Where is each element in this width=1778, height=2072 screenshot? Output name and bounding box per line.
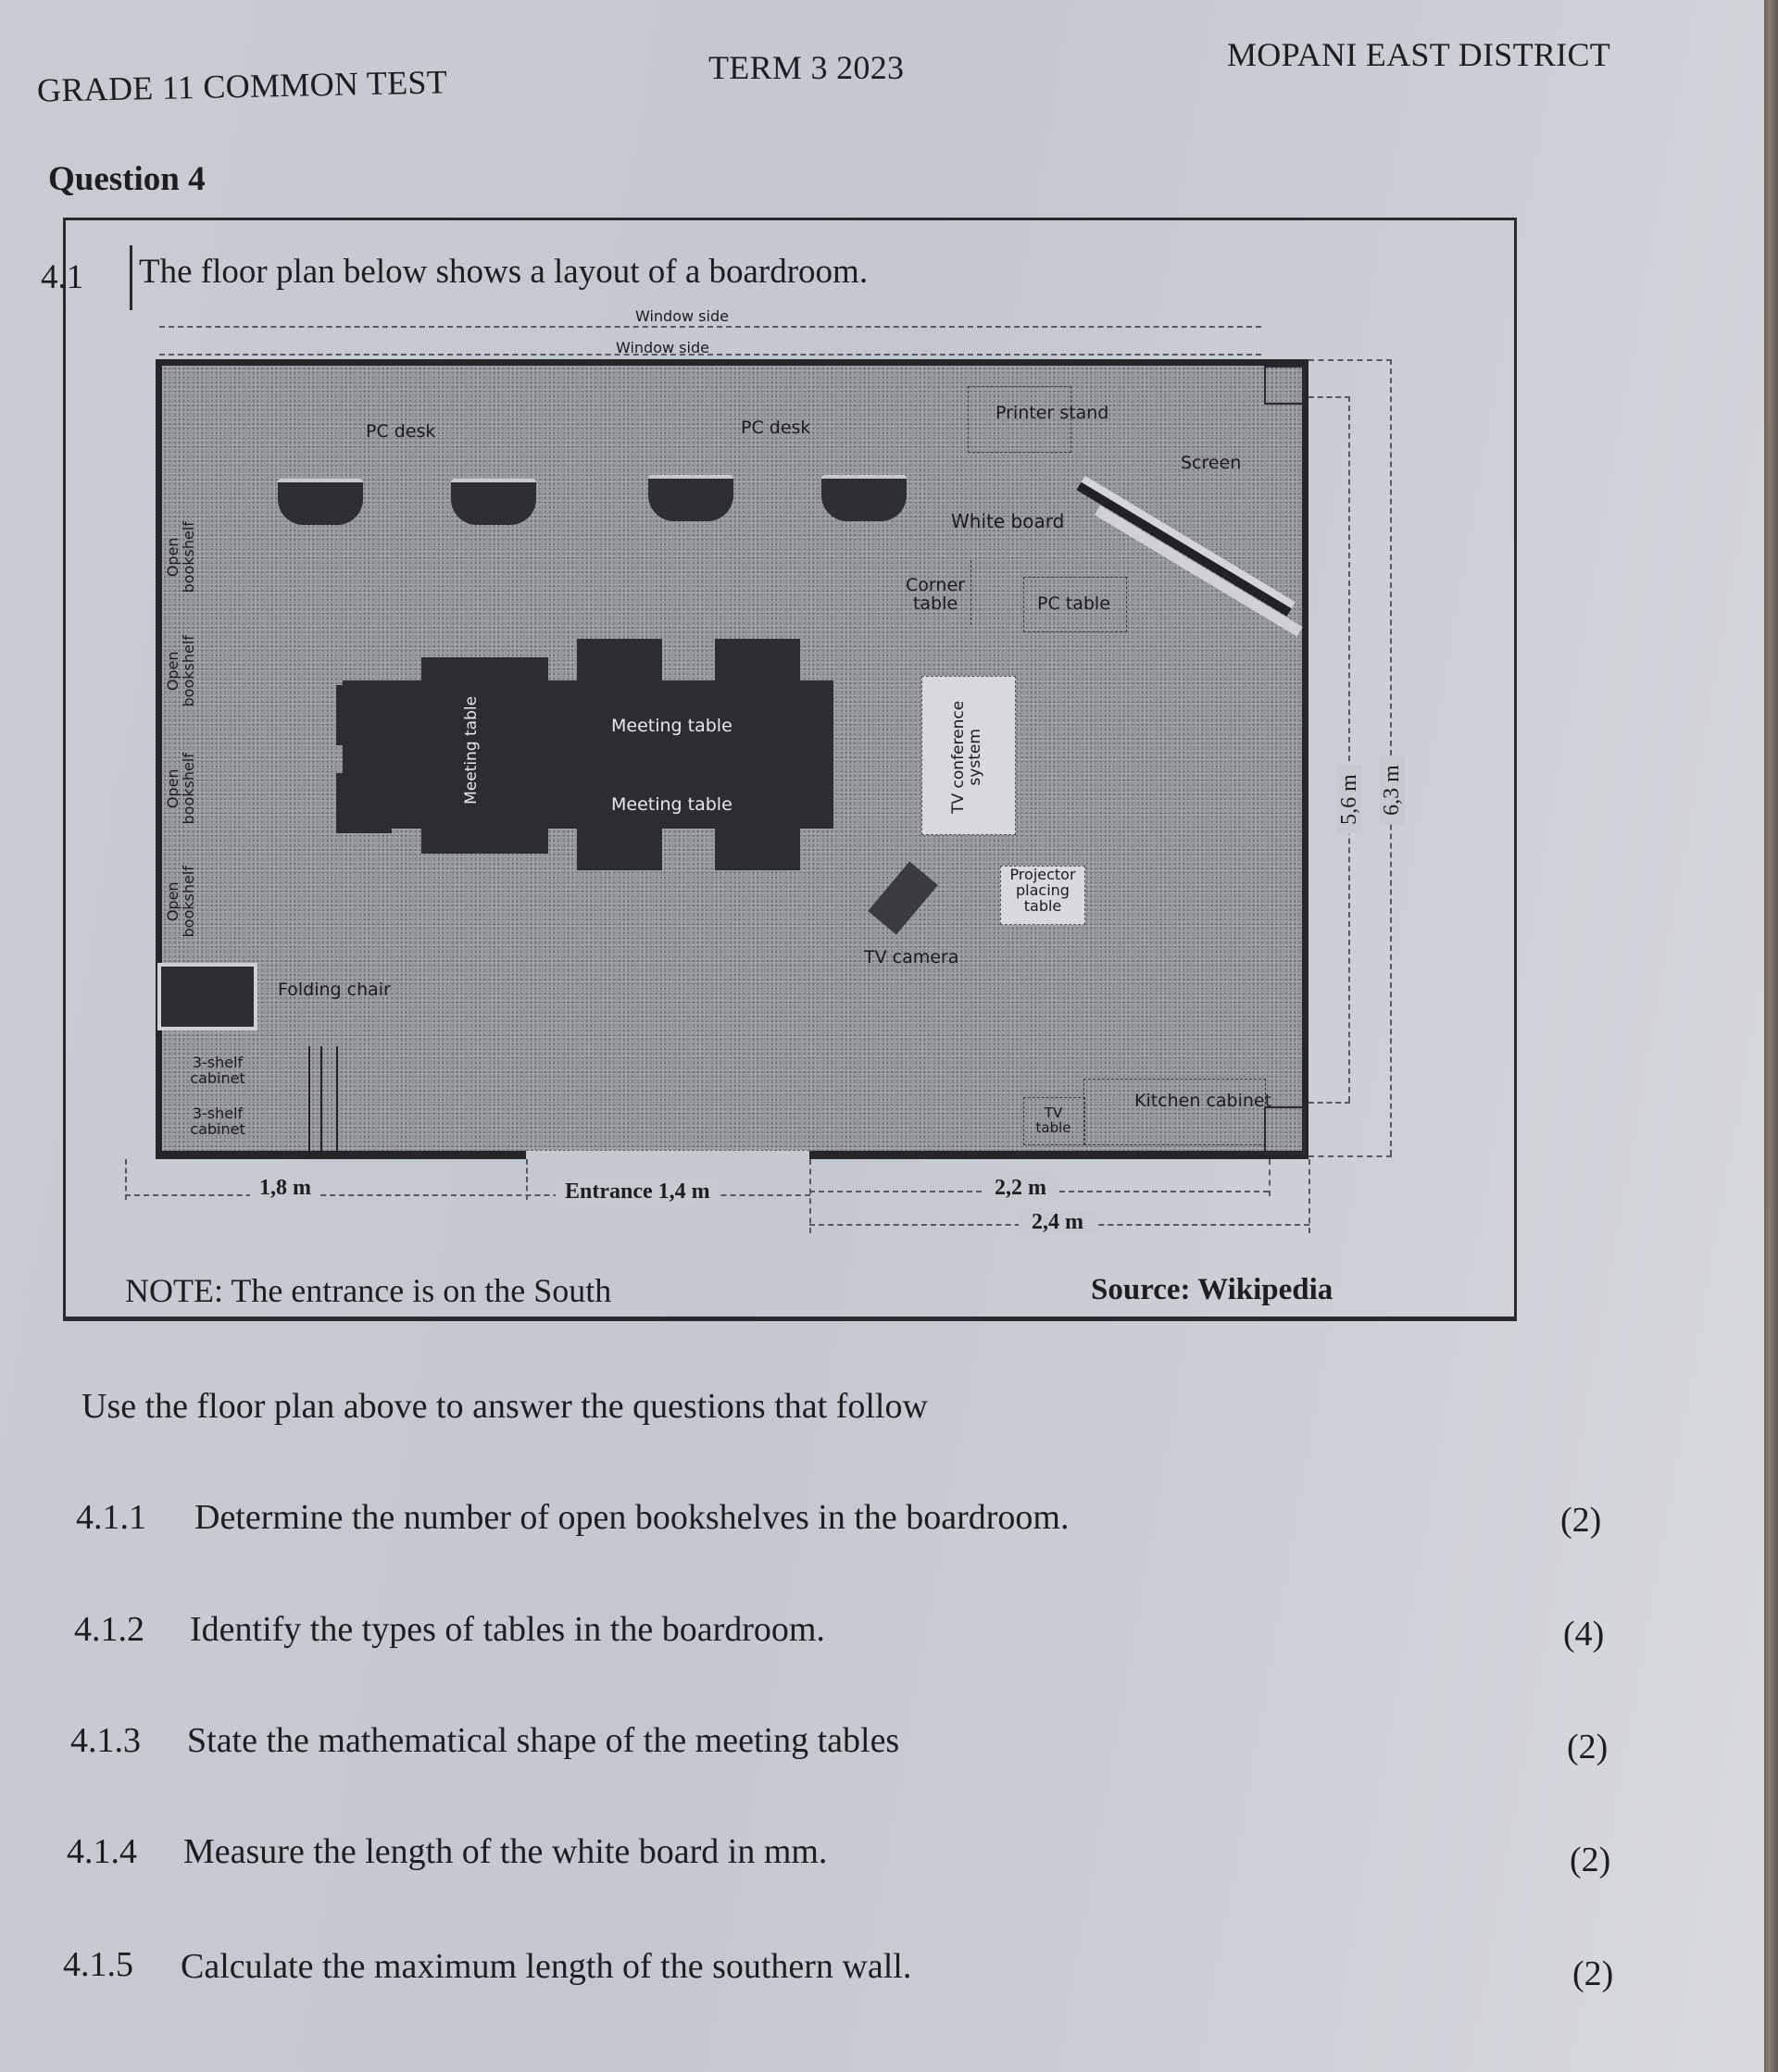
dim-tick (1308, 1102, 1350, 1104)
pc-desk-label-2: PC desk (741, 418, 811, 438)
printer-stand-label: Printer stand (995, 403, 1109, 423)
projector-table-label: Projector placing table (1009, 866, 1076, 915)
meeting-chair (715, 639, 800, 685)
floor-plan (156, 359, 1308, 1159)
header-test-name: GRADE 11 COMMON TEST (36, 63, 448, 109)
tv-camera-label: TV camera (864, 947, 959, 967)
meeting-table-label-2: Meeting table (611, 794, 732, 815)
shelf-cabinet-label-2: 3-shelf cabinet (190, 1105, 245, 1138)
dim-tick (1308, 396, 1350, 398)
question-marks: (2) (1570, 1841, 1611, 1879)
source-text: Source: Wikipedia (1091, 1273, 1334, 1306)
meeting-table-main (343, 680, 833, 829)
question-marks: (2) (1572, 1954, 1614, 1993)
meeting-table-label-3: Meeting table (462, 695, 482, 805)
question-marks: (2) (1567, 1728, 1609, 1766)
section-divider (130, 245, 132, 310)
meeting-table-label-1: Meeting table (611, 716, 732, 736)
window-side-inner-line (159, 354, 1261, 356)
folding-chair-label: Folding chair (278, 980, 391, 1000)
dim-tick (1308, 359, 1392, 361)
meeting-chair (577, 639, 662, 685)
dim-south-right-outer: 2,4 m (1019, 1210, 1096, 1235)
pc-desk-label-1: PC desk (366, 421, 436, 442)
whiteboard-label: White board (951, 510, 1065, 532)
note-text: NOTE: The entrance is on the South (125, 1272, 612, 1309)
window-side-inner-label: Window side (616, 339, 709, 356)
question-marks: (2) (1560, 1501, 1602, 1540)
kitchen-cabinet-label: Kitchen cabinet (1134, 1091, 1272, 1111)
folding-chair-icon (157, 963, 257, 1030)
dim-east-inner: 5,6 m (1337, 765, 1362, 834)
page-edge (1764, 0, 1778, 2072)
question-number: 4.1.1 (76, 1498, 146, 1537)
question-marks: (4) (1563, 1615, 1605, 1654)
bookshelf-label-2: Open bookshelf (164, 635, 197, 707)
question-number: 4.1.5 (63, 1945, 133, 1984)
bookshelf-label-3: Open bookshelf (164, 753, 197, 825)
bookshelf-label-1: Open bookshelf (164, 521, 197, 593)
meeting-chair (336, 685, 392, 745)
screen-label: Screen (1181, 453, 1242, 473)
header-district: MOPANI EAST DISTRICT (1227, 36, 1611, 73)
meeting-table-end (421, 657, 548, 854)
dim-east-outer: 6,3 m (1380, 755, 1405, 825)
tv-camera-icon (868, 861, 938, 934)
dim-tick (809, 1159, 811, 1233)
kitchen-cabinet-box (1083, 1079, 1266, 1145)
question-number: 4.1.3 (70, 1721, 141, 1760)
shelf-cabinet-label-1: 3-shelf cabinet (190, 1054, 245, 1087)
door-swing-line (320, 1046, 322, 1157)
question-number: 4.1.2 (74, 1610, 144, 1649)
header-term: TERM 3 2023 (708, 49, 905, 86)
dim-tick (1308, 1159, 1310, 1233)
tv-conference-label: TV conference system (949, 700, 984, 814)
window-side-outer-label: Window side (635, 307, 729, 325)
corner-table-edge (968, 560, 971, 625)
pc-desk-icon (821, 475, 907, 521)
question-text: State the mathematical shape of the meeting tables (187, 1721, 900, 1760)
dim-entrance: Entrance 1,4 m (556, 1180, 720, 1205)
pc-table-label: PC table (1037, 593, 1110, 614)
door-swing-lines (308, 1046, 338, 1157)
dim-south-right-inner: 2,2 m (982, 1176, 1059, 1201)
question-text: Identify the types of tables in the boardroom. (190, 1610, 825, 1649)
section-intro: The floor plan below shows a layout of a boardroom. (139, 253, 869, 291)
question-text: Calculate the maximum length of the southern wall. (181, 1947, 912, 1986)
dim-tick (1269, 1159, 1271, 1196)
corner-column (1264, 366, 1305, 405)
meeting-chair (715, 824, 800, 870)
tv-table-label: TV table (1035, 1105, 1071, 1136)
question-title: Question 4 (48, 160, 206, 198)
section-number: 4.1 (41, 258, 84, 296)
pc-desk-icon (278, 479, 363, 525)
entrance-gap (526, 1150, 809, 1160)
dim-south-left: 1,8 m (250, 1176, 320, 1201)
meeting-chair (336, 773, 392, 833)
question-text: Measure the length of the white board in mm. (183, 1832, 828, 1871)
question-text: Determine the number of open bookshelves in the boardroom. (194, 1498, 1070, 1537)
dim-tick (1308, 1155, 1392, 1157)
window-side-outer-line (159, 326, 1261, 328)
pc-desk-icon (451, 479, 536, 525)
corner-column (1264, 1106, 1305, 1155)
corner-table-label: Corner table (906, 575, 965, 614)
dim-line-5-6 (1348, 396, 1350, 1102)
pc-desk-icon (648, 475, 733, 521)
meeting-chair (577, 824, 662, 870)
question-number: 4.1.4 (67, 1832, 137, 1871)
instruction-text: Use the floor plan above to answer the questions that follow (81, 1387, 928, 1426)
bookshelf-label-4: Open bookshelf (164, 866, 197, 938)
